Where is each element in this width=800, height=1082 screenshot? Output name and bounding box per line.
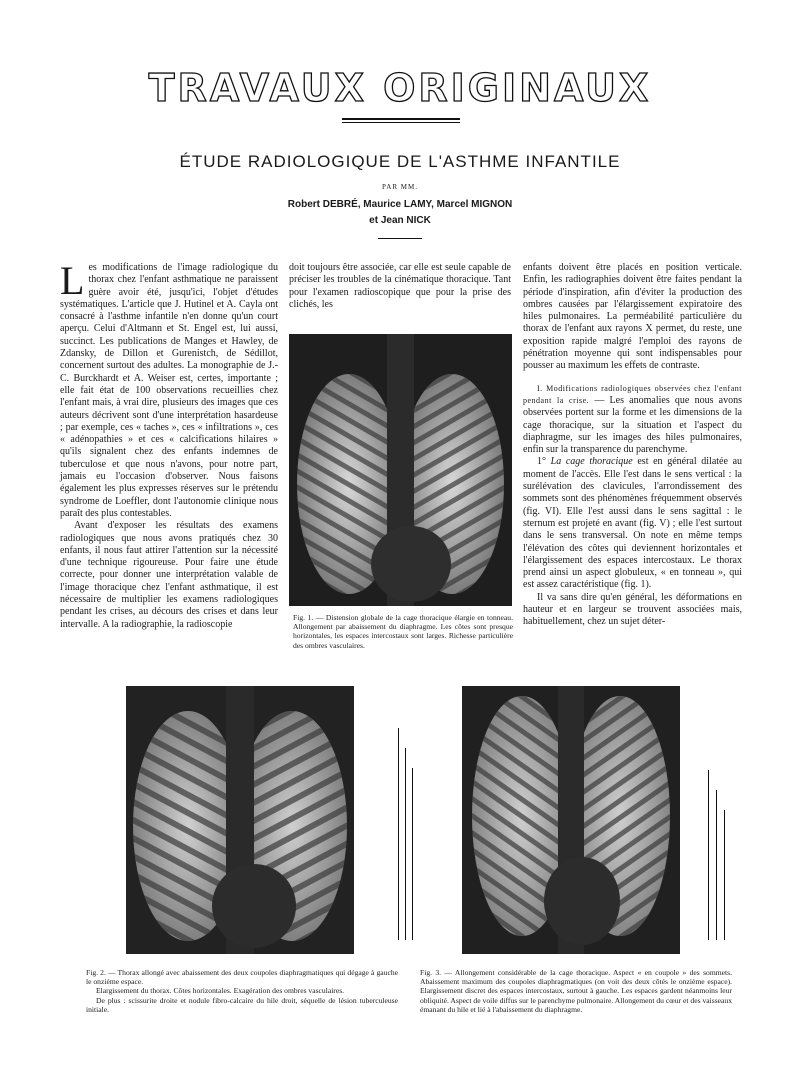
decorative-line [405, 748, 406, 940]
title-rule [378, 238, 422, 239]
paragraph: enfants doivent être placés en position verticale. Enfin, les radiographies doivent être faites pendant la période d'inspiration, afin d'éviter la production des ombres causées par l'élargissement expiratoire des hiles pulmonaires. La perméabilité particulière du thorax de l'enfant aux rayons X permet, du reste, une exposition rapide malgré l'emploi des rayons de pénétration moyenne qui sont indispensables pour pousser au maximum les effets de contraste. [523, 262, 742, 372]
text-column-1 [60, 258, 278, 672]
section-header: TRAVAUX ORIGINAUX [148, 66, 652, 110]
caption-text: Fig. 2. — Thorax allongé avec abaissement des deux coupoles diaphragmatiques qui dégage à gauche le onzième espace. [86, 968, 398, 987]
text-column-3 [523, 262, 742, 629]
caption-text: De plus : scissurite droite et nodule fibro-calcaire du hile droit, séquelle de lésion tuberculeuse initiale. [86, 995, 398, 1014]
article-title: ÉTUDE RADIOLOGIQUE DE L'ASTHME INFANTILE [179, 152, 621, 171]
decorative-line [716, 790, 717, 940]
decorative-line [412, 768, 413, 940]
figure-3-radiograph [462, 686, 680, 954]
header-rule-thin [342, 122, 460, 123]
figure-1-radiograph [289, 334, 512, 606]
figure-2-radiograph [126, 686, 354, 954]
paragraph: doit toujours être associée, car elle est seule capable de préciser les troubles de la cinématique thoracique. Tant pour l'examen radioscopique que pour la prise des clichés, les [289, 262, 511, 310]
authors-prefix: PAR MM. [382, 183, 418, 191]
decorative-line [708, 770, 709, 940]
figure-1-caption [293, 613, 513, 650]
paragraph-text: — Les anomalies que nous avons observées portent sur la forme et les dimensions de la cage thoracique, sur la situation et l'aspect du diaphragme, sur les images des hiles pulmonaires, enfin sur la transparence du parenchyme. [523, 394, 743, 456]
paragraph [523, 383, 742, 457]
emphasis-term: La cage thoracique [550, 456, 633, 468]
authors-line-1: Robert DEBRÉ, Maurice LAMY, Marcel MIGNON [287, 199, 513, 210]
caption-text: Elargissement du thorax. Côtes horizontales. Exagération des ombres vasculaires. [96, 986, 345, 996]
caption-text: Fig. 1. — Distension globale de la cage thoracique élargie en tonneau. Allongement par abaissement du diaphragme. Les côtes sont presque horizontales, les espaces intercostaux sont larges. Richesse particulière des ombres vasculaires. [293, 613, 513, 650]
paragraph [523, 456, 742, 591]
paragraph: Il va sans dire qu'en général, les déformations en hauteur et en largeur se trouvent associées mais, habituellement, chez un sujet déter- [523, 591, 742, 628]
decorative-line [398, 728, 399, 940]
authors-line-2: et Jean NICK [369, 215, 431, 226]
caption-text: Fig. 3. — Allongement considérable de la cage thoracique. Aspect « en coupole » des sommets. Abaissement maximum des coupoles diaphragmatiques (on voit des deux côtés le onzième espace). Elargissement discret des espaces intercostaux, surtout à gauche. Les espaces gardent néanmoins leur obliquité. Aspect de voile diffus sur le parenchyme pulmonaire. Allongement du cœur et des vaisseaux émanant du hile et lié à l'abaissement du diaphragme. [420, 968, 732, 1014]
paragraph-text: est en général dilatée au moment de l'accès. Elle l'est dans le sens vertical : la surélévation des clavicules, l'arrondissement des sommets sont des phénomènes fréquemment observés (fig. VI). Elle l'est aussi dans le sens sagittal : le sternum est projeté en avant (fig. V) ; elle l'est surtout dans le sens transversal. On note en même temps l'élévation des côtes qui deviennent horizontales et l'élargissement des espaces intercostaux. Le thorax prend ainsi un aspect globuleux, « en tonneau », qui est assez caractéristique (fig. 1). [523, 456, 743, 591]
drop-cap: L [60, 258, 85, 303]
figure-2-caption [86, 968, 398, 1014]
decorative-line [724, 810, 725, 940]
paragraph: Avant d'exposer les résultats des examens radiologiques que nous avons pratiqués chez 30 enfants, il nous faut attirer l'attention sur la nécessité d'une technique rigoureuse. Pour faire une étude correcte, pour donner une interprétation valable de l'image thoracique chez l'enfant asthmatique, il est nécessaire de multiplier les examens radiologiques pendant les crises, au décours des crises et dans leur intervalle. A la radiographie, la radioscopie [60, 520, 278, 630]
section-heading: I. Modifications radiologiques observées chez l'enfant pendant la crise. [523, 383, 742, 405]
header-rule [342, 118, 460, 120]
item-number: 1° [537, 456, 551, 468]
text-column-2 [289, 262, 511, 311]
figure-3-caption [420, 968, 732, 1014]
paragraph: es modifications de l'image radiologique du thorax chez l'enfant asthmatique ne paraissent guère avoir été, jusqu'ici, l'objet d'études systématiques. L'article que J. Hutinel et A. Cayla ont consacré à l'asthme infantile n'en donne qu'un court aperçu. Celui d'Altmann et St. Engel est, lui aussi, succinct. Les publications de Manges et Hawley, de Zdansky, de Dillon et Gurenistch, de Sédillot, concernent surtout des adultes. La monographie de J.-C. Burckhardt et A. Weiser est, certes, importante ; elle fait état de 100 observations recueillies chez l'enfant mais, à vrai dire, plusieurs des images que ces auteurs décrivent sont d'une interprétation hasardeuse ; par exemple, ces « taches », ces « infiltrations », ces « adénopathies » et ces « calcifications hilaires » qu'ils signalent chez des enfants indemnes de tuberculose et que nous n'avons, pour notre part, jamais eu l'occasion d'observer. Nous faisons également les plus expresses réserves sur le prétendu syndrome de Loeffler, dont l'autonomie clinique nous paraît des plus contestables. [60, 262, 278, 519]
